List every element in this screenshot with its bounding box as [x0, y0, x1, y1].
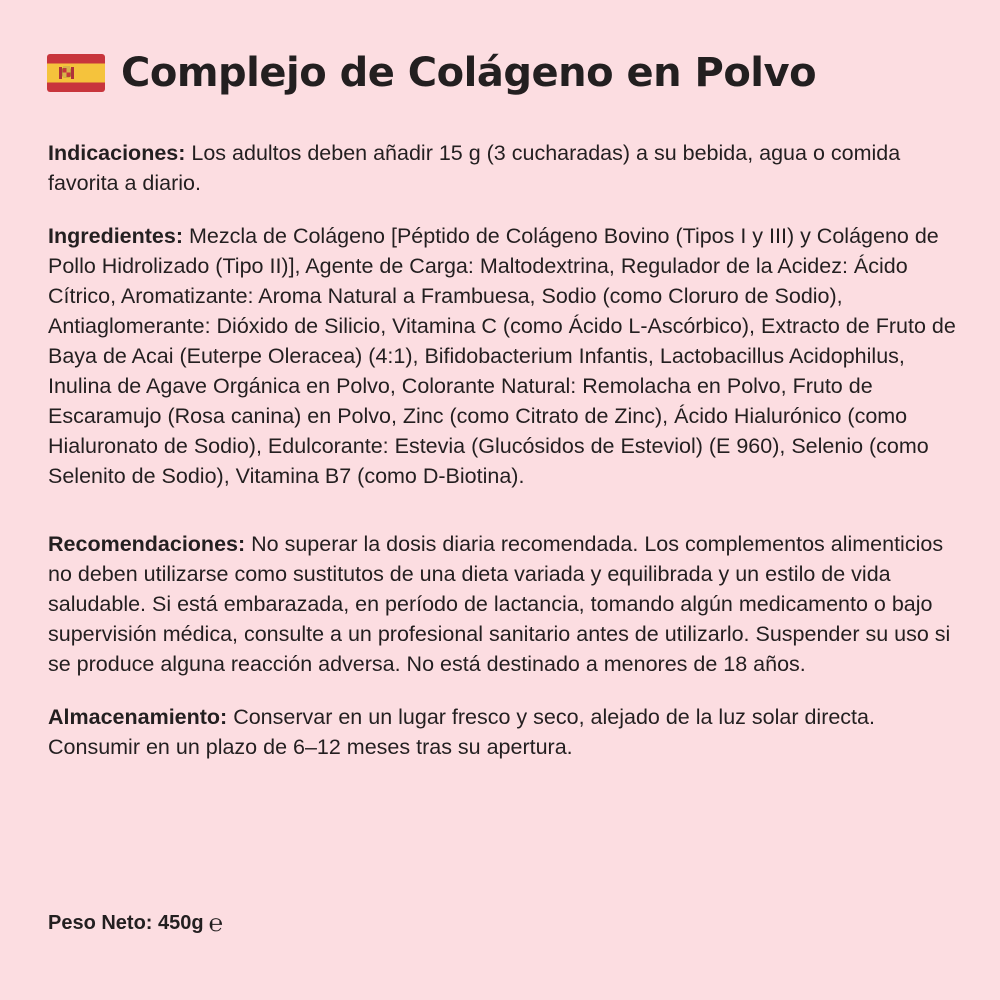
net-weight — [48, 908, 223, 938]
indicaciones-section — [48, 138, 958, 198]
recomendaciones-label: Recomendaciones: — [48, 532, 246, 556]
ingredientes-section — [48, 221, 958, 491]
header — [47, 44, 816, 102]
recomendaciones-section — [48, 529, 958, 679]
ingredientes-text: Mezcla de Colágeno [Péptido de Colágeno Bovino (Tipos I y III) y Colágeno de Pollo Hidrolizado (Tipo II)], Agente de Carga: Maltodextrina, Regulador de la Acidez: Ácido Cítrico, Aromatizante: Aroma Natural a Frambuesa, Sodio (como Cloruro de Sodio), Antiaglomerante: Dióxido de Silicio, Vitamina C (como Ácido L-Ascórbico), Extracto de Fruto de Baya de Acai (Euterpe Oleracea) (4:1), Bifidobacterium Infantis, Lactobacillus Acidophilus, Inulina de Agave Orgánica en Polvo, Colorante Natural: Remolacha en Polvo, Fruto de Escaramujo (Rosa canina) en Polvo, Zinc (como Citrato de Zinc), Ácido Hialurónico (como Hialuronato de Sodio), Edulcorante: Estevia (Glucósidos de Esteviol) (E 960), Selenio (como Selenito de Sodio), Vitamina B7 (como D-Biotina). — [48, 224, 956, 488]
almacenamiento-section — [48, 702, 958, 762]
indicaciones-text: Los adultos deben añadir 15 g (3 cucharadas) a su bebida, agua o comida favorita a diario. — [48, 141, 901, 195]
indicaciones-label: Indicaciones: — [48, 141, 186, 165]
coat-of-arms-icon — [59, 66, 74, 79]
spain-flag-icon — [47, 54, 105, 92]
almacenamiento-text: Conservar en un lugar fresco y seco, alejado de la luz solar directa. Consumir en un plazo de 6–12 meses tras su apertura. — [48, 705, 875, 759]
product-info — [48, 138, 958, 762]
net-weight-label: Peso Neto: 450g — [48, 912, 204, 934]
recomendaciones-text: No superar la dosis diaria recomendada. Los complementos alimenticios no deben utilizarse como sustitutos de una dieta variada y equilibrada y un estilo de vida saludable. Si está embarazada, en período de lactancia, tomando algún medicamento o bajo supervisión médica, consulte a un profesional sanitario antes de utilizarlo. Suspender su uso si se produce alguna reacción adversa. No está destinado a menores de 18 años. — [48, 532, 951, 676]
estimated-sign-icon: ℮ — [208, 909, 224, 937]
almacenamiento-label: Almacenamiento: — [48, 705, 228, 729]
page-title: Complejo de Colágeno en Polvo — [121, 50, 817, 96]
ingredientes-label: Ingredientes: — [48, 224, 183, 248]
